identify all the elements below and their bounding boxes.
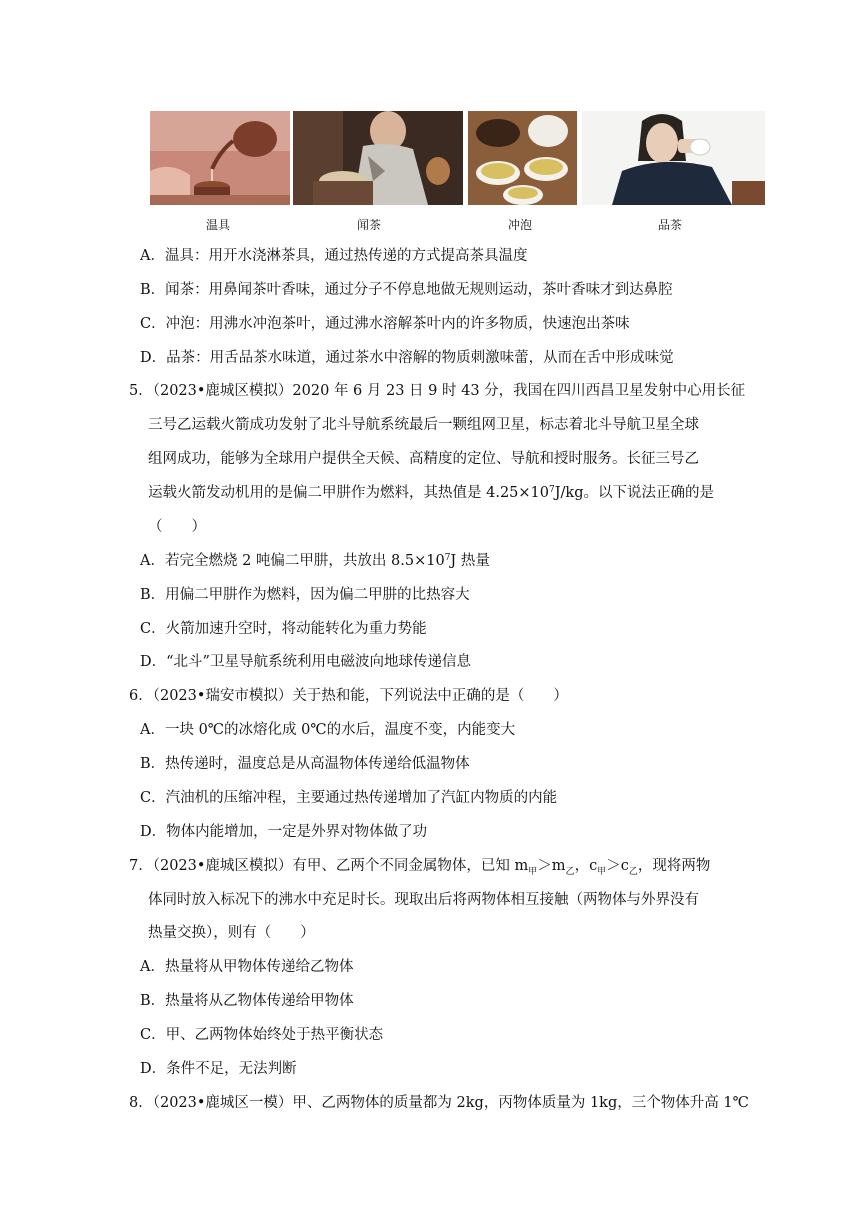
photo-brewing-tea <box>468 111 577 205</box>
q6-option-d: D．物体内能增加，一定是外界对物体做了功 <box>140 824 428 840</box>
q6-option-c: C．汽油机的压缩冲程，主要通过热传递增加了汽缸内物质的内能 <box>140 790 558 806</box>
q6-option-a: A．一块 0℃的冰熔化成 0℃的水后，温度不变，内能变大 <box>140 722 516 738</box>
caption-brewing-tea: 冲泡 <box>507 218 533 232</box>
photo-smelling-tea <box>293 111 463 205</box>
q7-stem-line-2: 体同时放入标况下的沸水中充足时长。现取出后将两物体相互接触（两物体与外界没有 <box>148 892 699 908</box>
q6-option-b: B．热传递时，温度总是从高温物体传递给低温物体 <box>140 756 470 772</box>
q7-subscript-2: 乙 <box>565 866 575 877</box>
q5-stem-line-4 <box>148 483 714 503</box>
q5-option-a-text: A．若完全燃烧 2 吨偏二甲肼，共放出 8.5×10 <box>140 553 445 569</box>
q7-option-a: A．热量将从甲物体传递给乙物体 <box>140 959 354 975</box>
q5-stem-line-3: 组网成功，能够为全球用户提供全天候、高精度的定位、导航和授时服务。长征三号乙 <box>148 451 699 467</box>
q4-option-a: A．温具：用开水浇淋茶具，通过热传递的方式提高茶具温度 <box>140 248 528 264</box>
q7-text-1: 7．（2023•鹿城区模拟）有甲、乙两个不同金属物体，已知 m <box>129 858 529 874</box>
q7-stem-line-1 <box>129 856 710 882</box>
q5-stem-line-1: 5．（2023•鹿城区模拟）2020 年 6 月 23 日 9 时 43 分，我国在四川西昌卫星发射中心用长征 <box>129 383 746 399</box>
q5-exponent: 7 <box>549 485 555 495</box>
q5-option-b: B．用偏二甲肼作为燃料，因为偏二甲肼的比热容大 <box>140 587 470 603</box>
caption-smelling-tea: 闻茶 <box>356 218 382 232</box>
q7-option-c: C．甲、乙两物体始终处于热平衡状态 <box>140 1027 384 1043</box>
q4-option-c: C．冲泡：用沸水冲泡茶叶，通过沸水溶解茶叶内的许多物质，快速泡出茶味 <box>140 316 630 332</box>
q5-option-d: D．“北斗”卫星导航系统利用电磁波向地球传递信息 <box>140 654 471 670</box>
q5-option-a-exponent: 7 <box>444 553 451 563</box>
q7-subscript-1: 甲 <box>528 866 538 877</box>
caption-tasting-tea: 品茶 <box>657 218 683 232</box>
q7-subscript-4: 乙 <box>628 866 638 877</box>
q5-option-a <box>140 551 490 571</box>
q8-stem-line-1: 8．（2023•鹿城区一模）甲、乙两物体的质量都为 2kg，丙物体质量为 1kg，三个物体升高 1℃ <box>129 1095 749 1111</box>
q5-option-a-tail: J 热量 <box>450 553 490 569</box>
q4-option-b: B．闻茶：用鼻闻茶叶香味，通过分子不停息地做无规则运动，茶叶香味才到达鼻腔 <box>140 282 673 298</box>
q5-option-c: C．火箭加速升空时，将动能转化为重力势能 <box>140 621 427 637</box>
q7-text-3: ，c <box>574 858 598 874</box>
q5-stem-line-4-tail: J/kg。以下说法正确的是 <box>554 485 714 501</box>
photo-warming-utensils <box>150 111 290 205</box>
q4-option-d: D．品茶：用舌品茶水味道，通过茶水中溶解的物质刺激味蕾，从而在舌中形成味觉 <box>140 350 674 366</box>
q5-answer-blank: （ ） <box>148 519 206 535</box>
q7-text-5: ，现将两物 <box>637 858 711 874</box>
q7-subscript-3: 甲 <box>597 866 607 877</box>
q7-text-2: ＞m <box>537 858 566 874</box>
q7-option-b: B．热量将从乙物体传递给甲物体 <box>140 993 354 1009</box>
q5-stem-line-2: 三号乙运载火箭成功发射了北斗导航系统最后一颗组网卫星，标志着北斗导航卫星全球 <box>148 417 699 433</box>
q7-option-d: D．条件不足，无法判断 <box>140 1061 297 1077</box>
q6-stem: 6．（2023•瑞安市模拟）关于热和能，下列说法中正确的是（ ） <box>129 688 568 704</box>
photo-tasting-tea <box>582 111 765 205</box>
q7-stem-line-3: 热量交换），则有（ ） <box>148 925 315 941</box>
caption-warming-utensils: 温具 <box>205 218 231 232</box>
q7-text-4: ＞c <box>606 858 629 874</box>
q5-stem-line-4-text: 运载火箭发动机用的是偏二甲肼作为燃料，其热值是 4.25×10 <box>148 485 549 501</box>
